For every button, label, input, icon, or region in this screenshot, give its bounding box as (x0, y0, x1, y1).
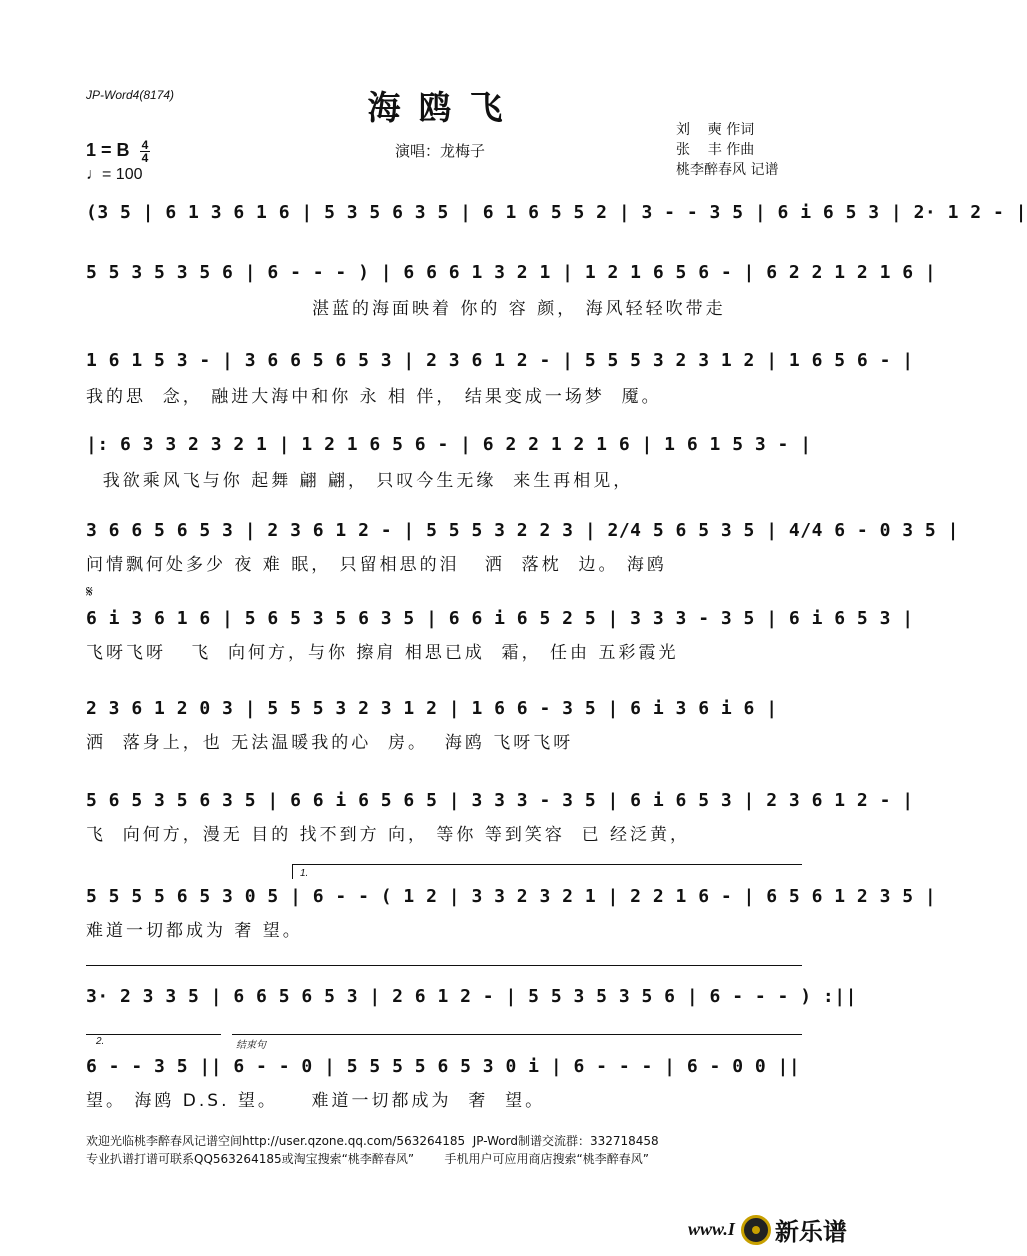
notation-row-3: 1 6 1 5 3 - | 3 6 6 5 6 5 3 | 2 3 6 1 2 - | 5 5 5 3 2 3 1 2 | 1 6 5 6 - | (86, 350, 914, 371)
notation-row-8: 5 6 5 3 5 6 3 5 | 6 6 i 6 5 6 5 | 3 3 3 - 3 5 | 6 i 6 5 3 | 2 3 6 1 2 - | (86, 790, 914, 811)
volta-line-1 (292, 864, 802, 865)
lyric-row-2: 湛蓝的海面映着 你的 容 颜， 海风轻轻吹带走 (312, 299, 726, 319)
volta-line-continue (86, 965, 802, 966)
singer-label: 演唱：龙梅子 (395, 142, 486, 160)
volta-label-1: 1. (300, 868, 309, 879)
notation-row-4: |: 6 3 3 2 3 2 1 | 1 2 1 6 5 6 - | 6 2 2 1 2 1 6 | 1 6 1 5 3 - | (86, 434, 812, 455)
footer-line-2: 专业扒谱打谱可联系QQ563264185或淘宝搜索“桃李醉春风” 手机用户可应用商店搜索“桃李醉春风” (86, 1152, 649, 1166)
watermark-logo (688, 1212, 847, 1247)
song-title: 海鸥飞 (367, 88, 521, 127)
coda-label: 结束句 (236, 1040, 266, 1051)
lyric-row-5: 问情飘何处多少 夜 难 眠， 只留相思的泪 洒 落枕 边。 海鸥 (86, 555, 667, 575)
software-label: JP-Word4(8174) (86, 88, 175, 102)
lyric-row-11: 望。 海鸥 D.S. 望。 难道一切都成为 奢 望。 (86, 1091, 546, 1111)
coda-line (232, 1034, 802, 1035)
segno-sign: 𝄋 (86, 582, 93, 601)
tempo-marking: ♩= 100 (86, 166, 143, 183)
credits (676, 120, 778, 180)
notation-row-10: 3· 2 3 3 5 | 6 6 5 6 5 3 | 2 6 1 2 - | 5 5 3 5 3 5 6 | 6 - - - ) :|| (86, 986, 857, 1007)
lyric-row-4: 我欲乘风飞与你 起舞 翩 翩， 只叹今生无缘 来生再相见， (86, 471, 634, 491)
notation-row-5: 3 6 6 5 6 5 3 | 2 3 6 1 2 - | 5 5 5 3 2 2 3 | 2/4 5 6 5 3 5 | 4/4 6 - 0 3 5 | (86, 520, 959, 541)
lyric-row-8: 飞 向何方，漫无 目的 找不到方 向， 等你 等到笑容 已 经泛黄， (86, 825, 691, 845)
time-signature: 4 4 (141, 138, 149, 165)
key-signature: 1 = B (86, 140, 130, 160)
volta-bracket-1 (292, 864, 294, 879)
volta-line-2 (86, 1034, 221, 1035)
watermark-url: www.I (688, 1219, 735, 1239)
composer: 张 丰 作曲 (676, 142, 755, 158)
lyric-row-3: 我的思 念， 融进大海中和你 永 相 伴， 结果变成一场梦 魇。 (86, 387, 662, 407)
lyric-row-9: 难道一切都成为 奢 望。 (86, 921, 303, 941)
transcriber: 桃李醉春风 记谱 (676, 162, 779, 178)
disc-icon (741, 1215, 771, 1245)
notation-row-7: 2 3 6 1 2 0 3 | 5 5 5 3 2 3 1 2 | 1 6 6 - 3 5 | 6 i 3 6 i 6 | (86, 698, 778, 719)
lyricist: 刘 奭 作词 (676, 122, 755, 138)
notation-row-2: 5 5 3 5 3 5 6 | 6 - - - ) | 6 6 6 1 3 2 1 | 1 2 1 6 5 6 - | 6 2 2 1 2 1 6 | (86, 262, 937, 283)
notation-row-9: 5 5 5 5 6 5 3 0 5 | 6 - - ( 1 2 | 3 3 2 3 2 1 | 2 2 1 6 - | 6 5 6 1 2 3 5 | (86, 886, 937, 907)
footer-line-1: 欢迎光临桃李醉春风记谱空间http://user.qzone.qq.com/563264185 JP-Word制谱交流群：332718458 (86, 1134, 659, 1148)
lyric-row-7: 洒 落身上，也 无法温暖我的心 房。 海鸥 飞呀飞呀 (86, 733, 574, 753)
lyric-row-6: 飞呀飞呀 飞 向何方，与你 擦肩 相思已成 霜， 任由 五彩霞光 (86, 643, 679, 663)
notation-row-1: (3 5 | 6 1 3 6 1 6 | 5 3 5 6 3 5 | 6 1 6 5 5 2 | 3 - - 3 5 | 6 i 6 5 3 | 2· 1 2 - | (86, 202, 1027, 223)
notation-row-6: 6 i 3 6 1 6 | 5 6 5 3 5 6 3 5 | 6 6 i 6 5 2 5 | 3 3 3 - 3 5 | 6 i 6 5 3 | (86, 608, 914, 629)
volta-label-2: 2. (96, 1036, 105, 1047)
watermark-brand: 新乐谱 (774, 1218, 847, 1246)
notation-row-11: 6 - - 3 5 || 6 - - 0 | 5 5 5 5 6 5 3 0 i | 6 - - - | 6 - 0 0 || (86, 1056, 801, 1077)
